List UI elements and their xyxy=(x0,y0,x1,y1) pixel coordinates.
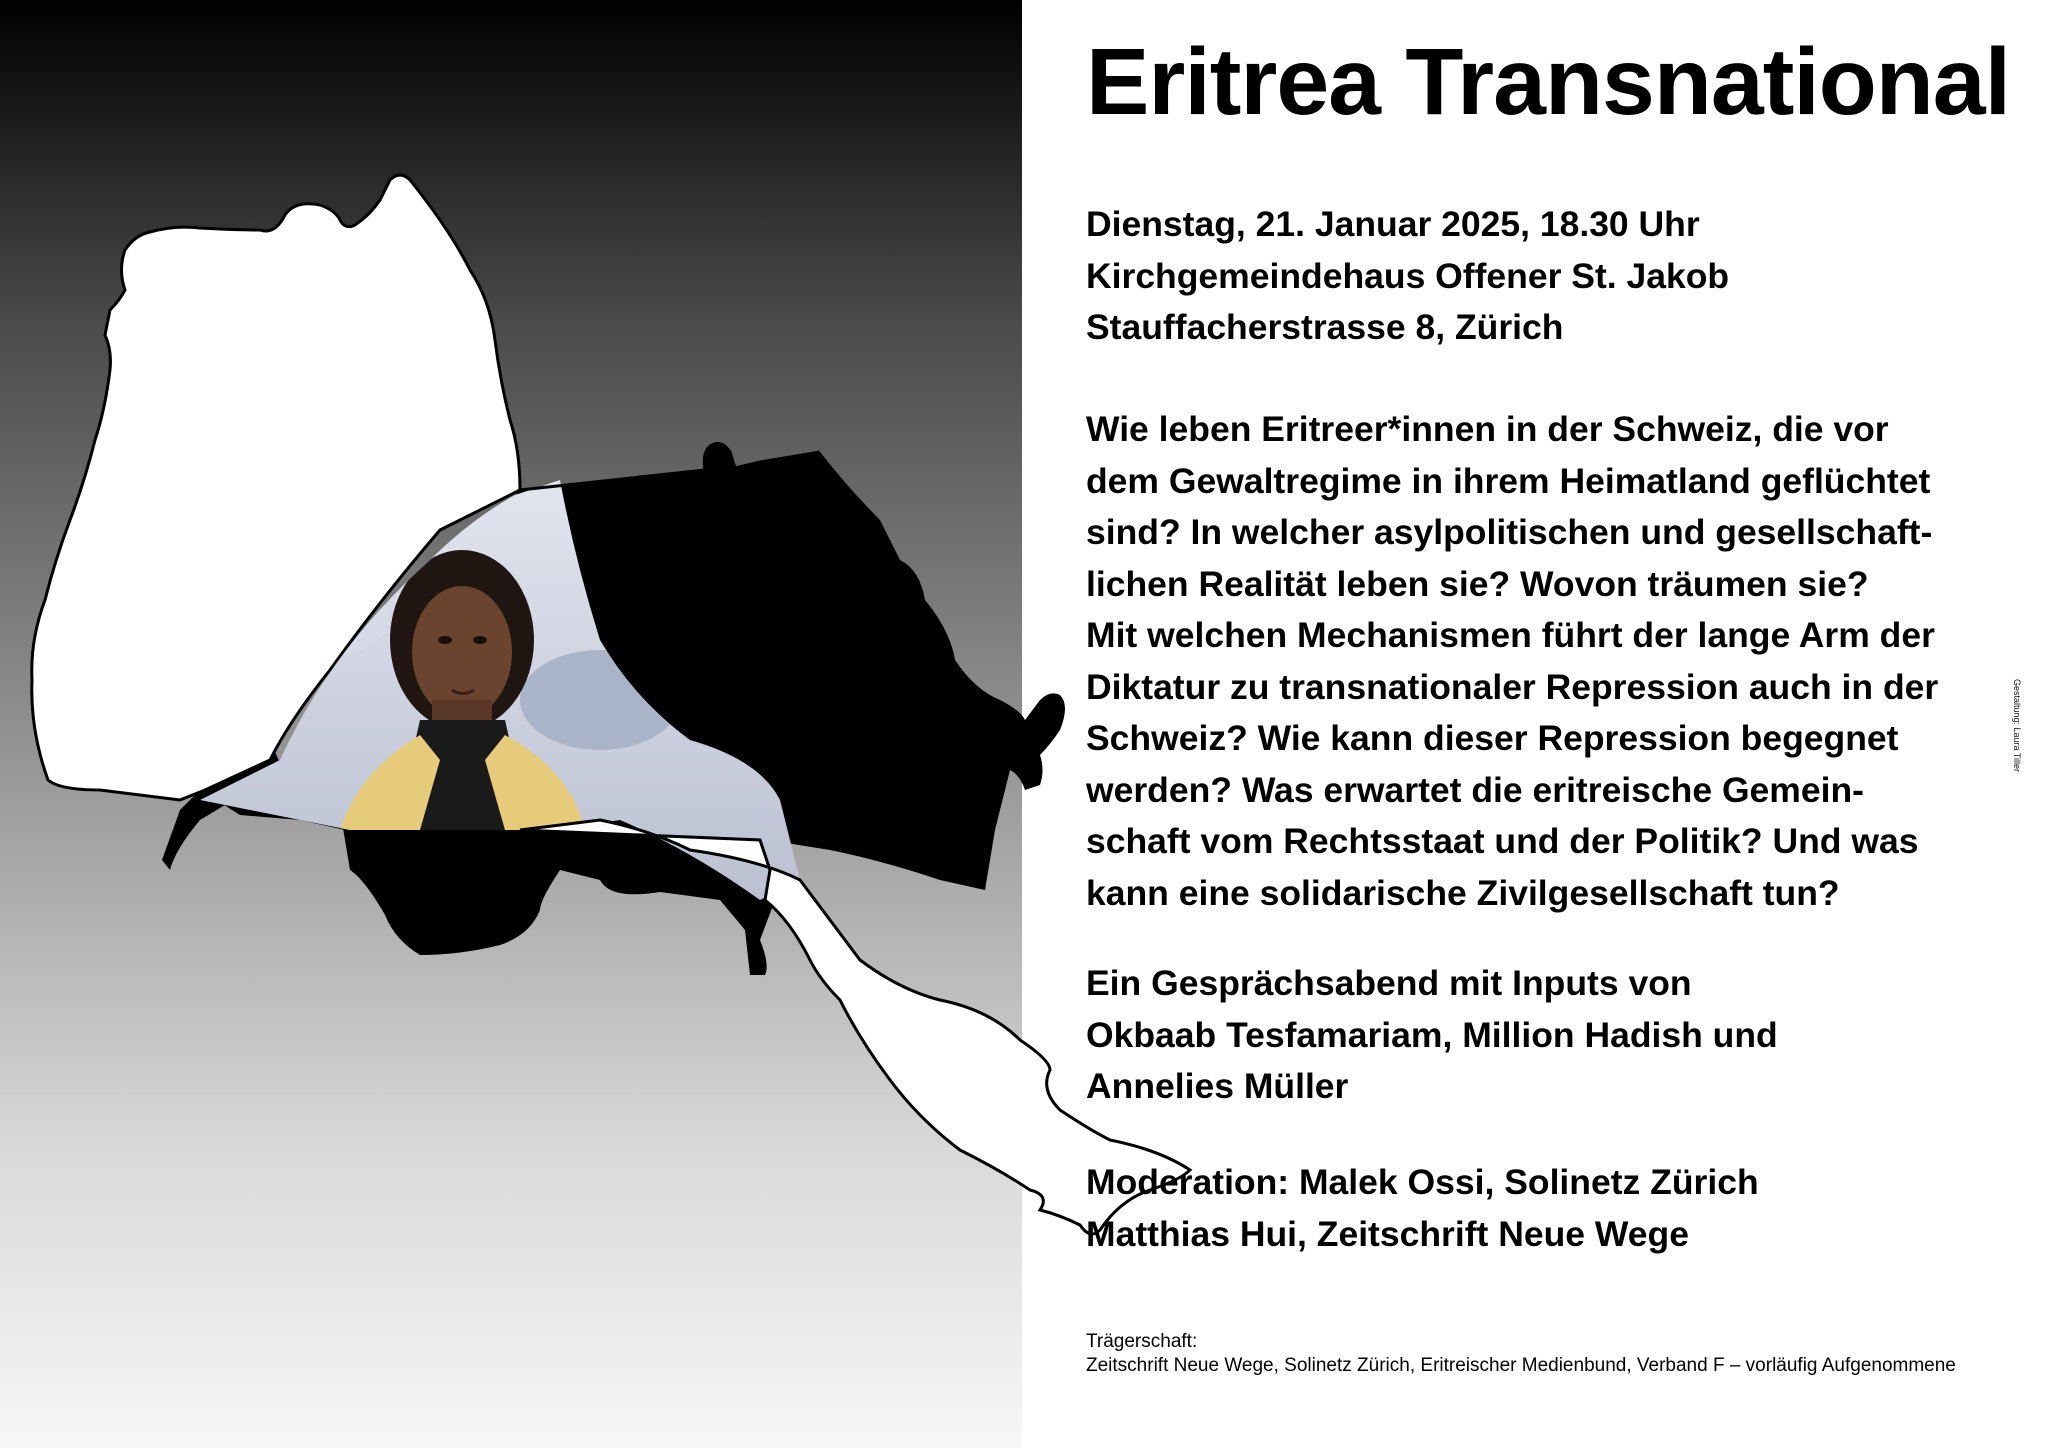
speakers-text xyxy=(1086,958,2006,1113)
intro-line: Wie leben Eritreer*innen in der Schweiz, die vor xyxy=(1086,409,1889,449)
design-credit xyxy=(2010,679,2024,773)
event-venue: Kirchgemeindehaus Offener St. Jakob xyxy=(1086,255,1730,296)
moderation-text xyxy=(1086,1157,2006,1260)
design-credit-text: Gestaltung: Laura Tiller xyxy=(2012,679,2022,773)
intro-line: kann eine solidarische Zivilgesellschaft tun? xyxy=(1086,872,1840,913)
moderation-line: Moderation: Malek Ossi, Solinetz Zürich xyxy=(1086,1162,1759,1202)
intro-line: Mit welchen Mechanismen führt der lange Arm der xyxy=(1086,615,1935,655)
intro-line: Schweiz? Wie kann dieser Repression begegnet xyxy=(1086,718,1899,758)
moderation-line: Matthias Hui, Zeitschrift Neue Wege xyxy=(1086,1213,1689,1254)
sponsors-names: Zeitschrift Neue Wege, Solinetz Zürich, Eritreischer Medienbund, Verband F – vorläufig Aufgenommene xyxy=(1086,1355,1956,1376)
sponsors xyxy=(1086,1330,1956,1378)
event-info xyxy=(1086,199,2006,354)
event-date-time: Dienstag, 21. Januar 2025, 18.30 Uhr xyxy=(1086,204,1700,244)
speakers-line: Annelies Müller xyxy=(1086,1066,1349,1106)
intro-line: dem Gewaltregime in ihrem Heimatland geflüchtet xyxy=(1086,460,1931,501)
intro-line: Diktatur zu transnationaler Repression auch in der xyxy=(1086,666,1939,707)
speakers-line: Ein Gesprächsabend mit Inputs von xyxy=(1086,963,1692,1003)
intro-text xyxy=(1086,404,2006,919)
intro-line: lichen Realität leben sie? Wovon träumen sie? xyxy=(1086,563,1869,604)
poster-title: Eritrea Transnational xyxy=(1086,29,2011,135)
intro-line: werden? Was erwartet die eritreische Gemein- xyxy=(1086,769,1864,810)
intro-line: schaft vom Rechtsstaat und der Politik? Und was xyxy=(1086,821,1919,861)
sponsors-label: Trägerschaft: xyxy=(1086,1331,1198,1352)
intro-line: sind? In welcher asylpolitischen und gesellschaft- xyxy=(1086,512,1933,552)
event-address: Stauffacherstrasse 8, Zürich xyxy=(1086,307,1564,347)
speakers-line: Okbaab Tesfamariam, Million Hadish und xyxy=(1086,1014,1778,1055)
